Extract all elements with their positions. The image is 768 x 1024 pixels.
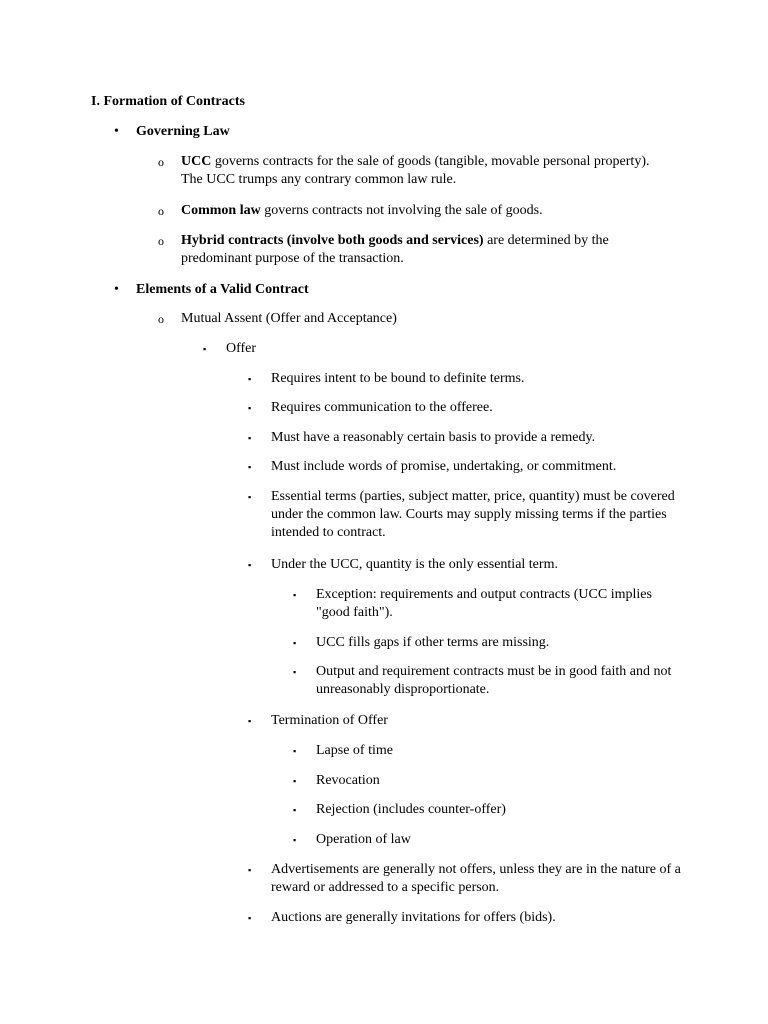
list-item-text: Offer [226,341,257,356]
list-item-text: Revocation [316,773,380,788]
list-item-text: Lapse of time [316,743,393,758]
list-item-offer-5 [248,488,676,542]
square-bullet-icon: ▪ [203,344,207,354]
list-item-text: Requires intent to be bound to definite terms. [271,371,525,386]
list-item-ucc-sub-3 [293,663,686,699]
list-item-text: UCC fills gaps if other terms are missing. [316,635,550,650]
square-bullet-icon: ▪ [248,560,252,570]
term-ucc-text: governs contracts for the sale of goods (tangible, movable personal property). The UCC trumps any contrary common law rule. [181,154,650,187]
list-item-text: Requires communication to the offeree. [271,400,493,415]
list-item-text: Must have a reasonably certain basis to provide a remedy. [271,430,596,445]
list-item-text: Rejection (includes counter-offer) [316,802,506,817]
list-item-text: Under the UCC, quantity is the only essential term. [271,557,558,572]
list-item-offer [203,340,676,358]
list-item-text: Output and requirement contracts must be in good faith and not unreasonably disproportionate. [316,664,672,697]
list-item-common-law [158,202,651,220]
square-bullet-icon: ▪ [293,746,297,756]
square-bullet-icon: ▪ [293,590,297,600]
square-bullet-icon: ▪ [248,492,252,502]
circle-bullet-icon: o [158,155,164,169]
list-item-elements [114,281,696,299]
list-item-text: Must include words of promise, undertaking, or commitment. [271,459,617,474]
square-bullet-icon: ▪ [293,776,297,786]
square-bullet-icon: ▪ [248,462,252,472]
list-item-termination-3 [293,801,686,819]
circle-bullet-icon: o [158,204,164,218]
list-item-offer-4 [248,458,686,476]
circle-bullet-icon: o [158,234,164,248]
list-item-title: Governing Law [136,124,230,139]
list-item-offer-1 [248,370,686,388]
list-item-text: Exception: requirements and output contracts (UCC implies "good faith"). [316,587,652,620]
list-item-hybrid [158,232,651,268]
list-item-ucc-sub-1 [293,586,686,622]
list-item-governing-law [114,123,696,141]
term-hybrid: Hybrid contracts (involve both goods and services) [181,233,484,248]
square-bullet-icon: ▪ [248,433,252,443]
list-item-text: Mutual Assent (Offer and Acceptance) [181,311,397,326]
list-item-auctions [248,909,686,927]
list-item-title: Elements of a Valid Contract [136,282,309,297]
list-item-ucc [158,153,651,189]
bullet-icon: • [114,124,119,139]
square-bullet-icon: ▪ [293,835,297,845]
list-item-termination-2 [293,772,686,790]
list-item-ucc-sub-2 [293,634,686,652]
list-item-offer-2 [248,399,686,417]
square-bullet-icon: ▪ [293,667,297,677]
circle-bullet-icon: o [158,312,164,326]
list-item-termination-4 [293,831,686,849]
list-item-mutual-assent [158,310,651,328]
term-common-law: Common law [181,203,261,218]
square-bullet-icon: ▪ [293,805,297,815]
list-item-text: Essential terms (parties, subject matter, price, quantity) must be covered under the common law. Courts may supply missing terms if the parties intended to contract. [271,489,675,540]
list-item-advertisements [248,861,686,897]
square-bullet-icon: ▪ [248,403,252,413]
list-item-offer-3 [248,429,686,447]
list-item-text: Advertisements are generally not offers, unless they are in the nature of a reward or addressed to a specific person. [271,862,681,895]
square-bullet-icon: ▪ [248,865,252,875]
term-hybrid-text: are determined by the predominant purpose of the transaction. [181,233,609,266]
square-bullet-icon: ▪ [248,913,252,923]
term-common-law-text: governs contracts not involving the sale of goods. [260,203,543,218]
term-ucc: UCC [181,154,212,169]
list-item-text: Auctions are generally invitations for offers (bids). [271,910,556,925]
bullet-icon: • [114,282,119,297]
square-bullet-icon: ▪ [248,716,252,726]
list-item-termination [248,712,686,730]
list-item-text: Termination of Offer [271,713,388,728]
list-item-text: Operation of law [316,832,411,847]
square-bullet-icon: ▪ [293,638,297,648]
list-item-offer-6 [248,556,686,574]
list-item-termination-1 [293,742,686,760]
section-heading: I. Formation of Contracts [91,94,245,109]
square-bullet-icon: ▪ [248,374,252,384]
